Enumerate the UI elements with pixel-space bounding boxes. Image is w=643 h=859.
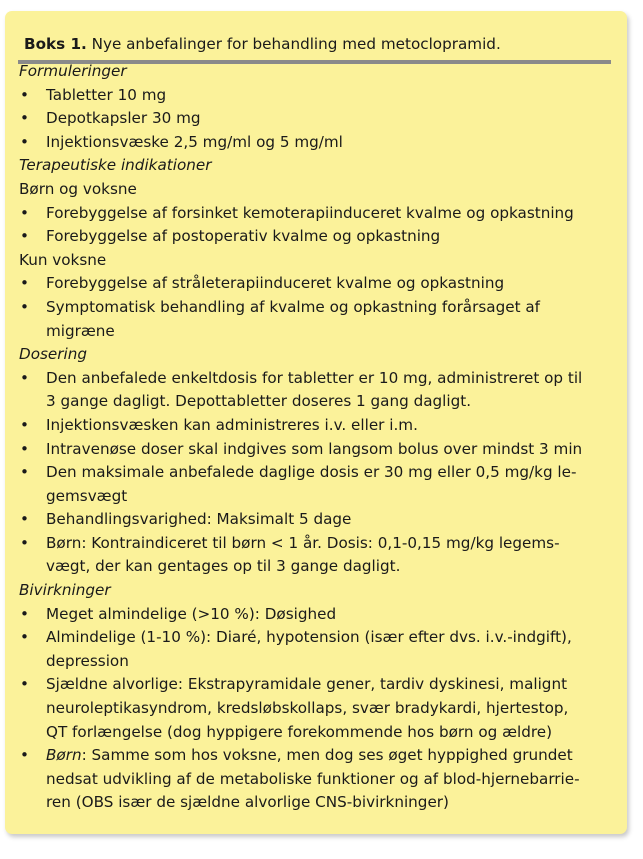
- line-text: Terapeutiske indikationer: [19, 156, 212, 175]
- line-text: neuroleptikasyndrom, kredsløbskollaps, svær bradykardi, hjertestop,: [46, 699, 569, 718]
- list-item: [0, 367, 640, 391]
- line-text: migræne: [46, 321, 115, 340]
- section-heading: [0, 60, 640, 84]
- bullet-icon: •: [20, 85, 29, 104]
- list-item: [0, 202, 640, 226]
- box-content: [0, 60, 640, 815]
- line-text: Forebyggelse af stråleterapiinduceret kvalme og opkastning: [46, 274, 505, 293]
- list-item-continuation: [0, 320, 640, 344]
- line-text: Børn: Kontraindiceret til børn < 1 år. Dosis: 0,1-0,15 mg/kg legems-: [46, 533, 560, 552]
- line-text: 3 gange dagligt. Depottabletter doseres 1 gang dagligt.: [46, 392, 472, 411]
- list-item: [0, 603, 640, 627]
- bullet-icon: •: [20, 227, 29, 246]
- bullet-icon: •: [20, 604, 29, 623]
- list-item-continuation: [0, 791, 640, 815]
- line-text: Tabletter 10 mg: [46, 85, 167, 104]
- box-title: [24, 33, 501, 55]
- list-item: [0, 107, 640, 131]
- line-text: Meget almindelige (>10 %): Døsighed: [46, 604, 337, 623]
- line-text: Børn og voksne: [19, 179, 137, 198]
- bullet-icon: •: [20, 203, 29, 222]
- list-item: [0, 296, 640, 320]
- list-item-continuation: [0, 485, 640, 509]
- bullet-icon: •: [20, 746, 29, 765]
- line-text: depression: [46, 651, 129, 670]
- list-item-continuation: [0, 555, 640, 579]
- list-item: [0, 272, 640, 296]
- bullet-icon: •: [20, 368, 29, 387]
- line-text: Injektionsvæske 2,5 mg/ml og 5 mg/ml: [46, 132, 343, 151]
- list-item: [0, 84, 640, 108]
- line-text: vægt, der kan gentages op til 3 gange dagligt.: [46, 557, 401, 576]
- section-heading: [0, 343, 640, 367]
- section-heading: [0, 154, 640, 178]
- line-text: nedsat udvikling af de metaboliske funktioner og af blod-hjernebarrie-: [46, 769, 580, 788]
- line-text: Formuleringer: [19, 62, 127, 80]
- bullet-icon: •: [20, 132, 29, 151]
- line-text: Kun voksne: [19, 250, 107, 269]
- list-item: [0, 532, 640, 556]
- bullet-icon: •: [20, 628, 29, 647]
- line-text: Symptomatisk behandling af kvalme og opkastning forårsaget af: [46, 297, 541, 316]
- list-item: [0, 461, 640, 485]
- line-text: gemsvægt: [46, 486, 128, 505]
- line-text: QT forlængelse (dog hyppigere forekommende hos børn og ældre): [46, 722, 553, 741]
- line-text: Forebyggelse af postoperativ kvalme og opkastning: [46, 227, 441, 246]
- list-item: [0, 626, 640, 650]
- bullet-icon: •: [20, 510, 29, 529]
- list-item: [0, 508, 640, 532]
- line-text: Injektionsvæsken kan administreres i.v. eller i.m.: [46, 415, 418, 434]
- list-item: [0, 673, 640, 697]
- list-item-continuation: [0, 768, 640, 792]
- list-item: [0, 438, 640, 462]
- list-item-continuation: [0, 390, 640, 414]
- list-item: [0, 414, 640, 438]
- bullet-icon: •: [20, 675, 29, 694]
- line-text: ren (OBS især de sjældne alvorlige CNS-bivirkninger): [46, 793, 449, 812]
- bullet-icon: •: [20, 109, 29, 128]
- section-heading: [0, 579, 640, 603]
- box-label: Boks 1.: [24, 35, 87, 53]
- subsection-heading: [0, 249, 640, 273]
- bullet-icon: •: [20, 439, 29, 458]
- list-item-continuation: [0, 650, 640, 674]
- line-text: Almindelige (1-10 %): Diaré, hypotension (især efter dvs. i.v.-indgift),: [46, 628, 572, 647]
- emphasis-text: Børn: [46, 746, 82, 765]
- list-item: [0, 131, 640, 155]
- list-item-continuation: [0, 697, 640, 721]
- subsection-heading: [0, 178, 640, 202]
- bullet-icon: •: [20, 297, 29, 316]
- line-text: Depotkapsler 30 mg: [46, 109, 201, 128]
- line-text: Bivirkninger: [19, 581, 111, 600]
- line-text: : Samme som hos voksne, men dog ses øget hyppighed grundet: [81, 746, 573, 765]
- list-item-continuation: [0, 721, 640, 745]
- line-text: Sjældne alvorlige: Ekstrapyramidale gener, tardiv dyskinesi, malignt: [46, 675, 568, 694]
- line-text: Intravenøse doser skal indgives som langsom bolus over mindst 3 min: [46, 439, 583, 458]
- bullet-icon: •: [20, 274, 29, 293]
- line-text: Den anbefalede enkeltdosis for tabletter er 10 mg, administreret op til: [46, 368, 583, 387]
- line-text: Dosering: [19, 345, 87, 364]
- line-text: Den maksimale anbefalede daglige dosis er 30 mg eller 0,5 mg/kg le-: [46, 463, 577, 482]
- list-item: [0, 744, 640, 768]
- bullet-icon: •: [20, 415, 29, 434]
- box-title-text: Nye anbefalinger for behandling med metoclopramid.: [86, 35, 501, 53]
- line-text: Behandlingsvarighed: Maksimalt 5 dage: [46, 510, 352, 529]
- bullet-icon: •: [20, 533, 29, 552]
- list-item: [0, 225, 640, 249]
- bullet-icon: •: [20, 463, 29, 482]
- line-text: Forebyggelse af forsinket kemoterapiinduceret kvalme og opkastning: [46, 203, 574, 222]
